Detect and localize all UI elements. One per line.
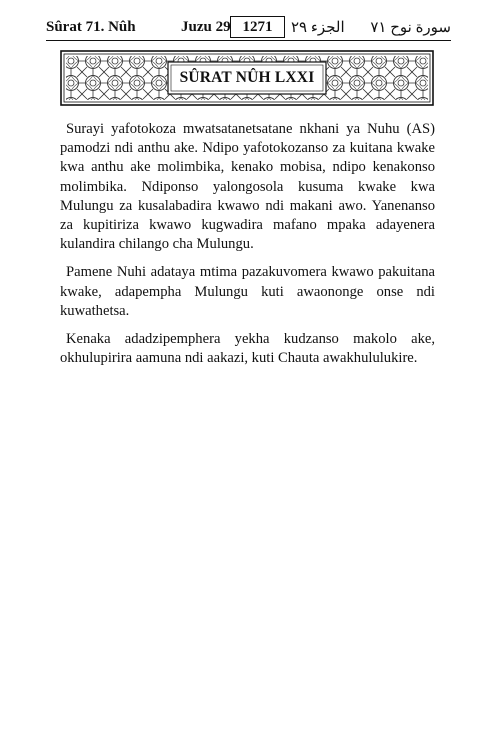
juzu-header-label: Juzu 29 <box>181 19 231 35</box>
paragraph-3: Kenaka adadzipemphera yekha kudzanso makolo ake, okhulupirira aamuna ndi aakazi, kuti Chauta awakhululukire. <box>60 331 435 367</box>
surah-intro-text <box>60 120 435 377</box>
surah-header-label: Sûrat 71. Nûh <box>46 19 136 35</box>
paragraph-1: Surayi yafotokoza mwatsatanetsatane nkhani ya Nuhu (AS) pamodzi ndi anthu ake. Ndipo yafotokozanso za kuitana kwake kwa anthu ake molimbika, kenako mobisa, ndipo kenakonso molimbika. Ndiponso yalongosola kusuma kwake kwa Mulungu za kusalabadira kwawo ndi makani awo. Yanenanso za kupitiriza kwawo kugwadira mafano mpaka adayenera kulandira chilango cha Mulungu. <box>60 121 435 253</box>
paragraph-2: Pamene Nuhi adataya mtima pazakuvomera kwawo pakuitana kwake, adapempha Mulungu kuti awaononge onse ndi kuwathetsa. <box>60 264 435 319</box>
page-header <box>46 18 451 40</box>
surah-arabic-label: سورة نوح ٧١ <box>370 20 451 36</box>
juz-arabic-label: الجزء ٢٩ <box>291 20 345 36</box>
surah-title-banner <box>60 50 434 106</box>
surah-title: SÛRAT NÛH LXXI <box>179 69 315 86</box>
header-rule <box>46 40 451 41</box>
page-number-box: 1271 <box>230 16 285 38</box>
